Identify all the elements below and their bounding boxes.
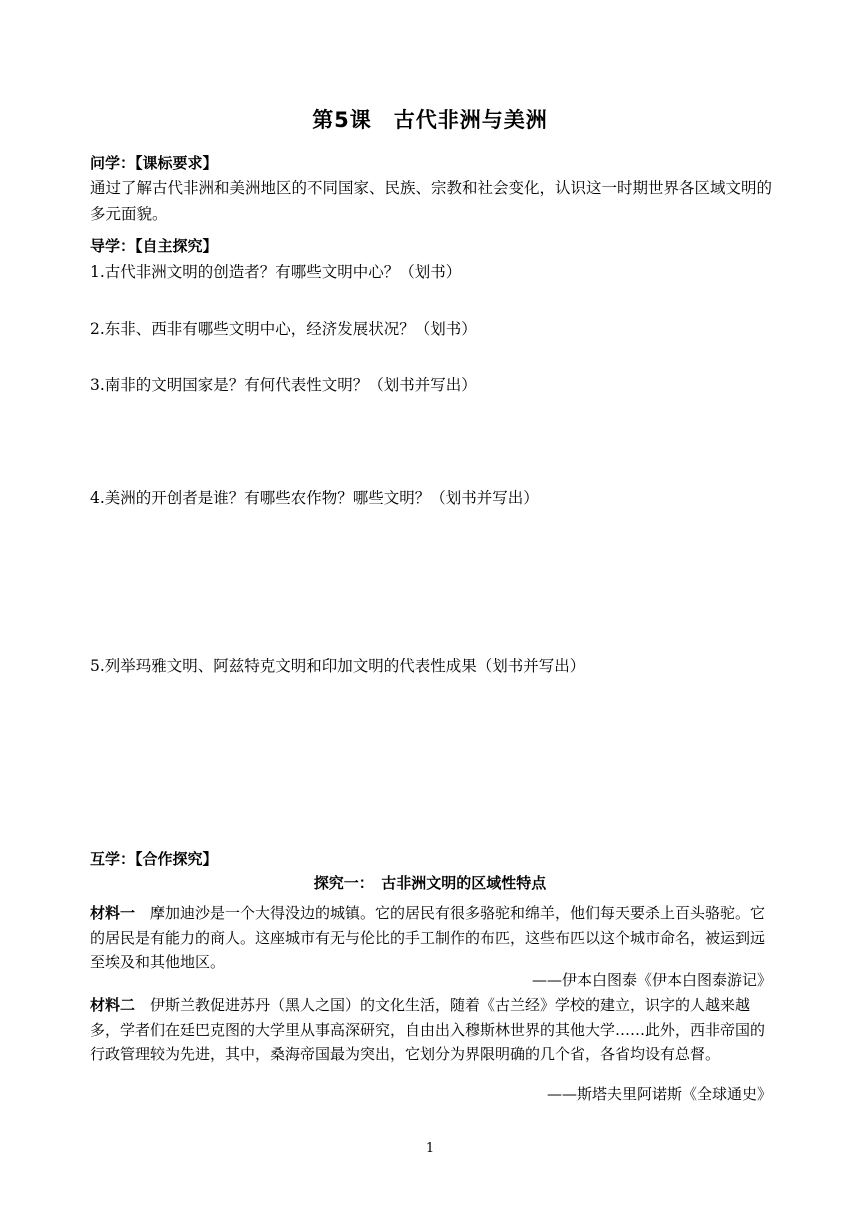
material-two-text: 伊斯兰教促进苏丹（黑人之国）的文化生活，随着《古兰经》学校的建立，识字的人越来越多，学者们在廷巴克图的大学里从事高深研究，自由出入穆斯林世界的其他大学……此外，西非帝国的行政管理较为先进，其中，桑海帝国最为突出，它划分为界限明确的几个省，各省均设有总督。 — [90, 996, 766, 1063]
material-one-text: 摩加迪沙是一个大得没边的城镇。它的居民有很多骆驼和绵羊，他们每天要杀上百头骆驼。它的居民是有能力的商人。这座城市有无与伦比的手工制作的布匹，这些布匹以这个城市命名，被运到远至埃及和其他地区。 — [90, 904, 766, 971]
self-study-heading: 导学：【自主探究】 — [90, 237, 218, 255]
cooperative-heading: 互学：【合作探究】 — [90, 850, 218, 868]
page-title: 第5课 古代非洲与美洲 — [312, 108, 548, 132]
material-two — [90, 993, 772, 1067]
material-two-source: ——斯塔夫里阿诺斯《全球通史》 — [546, 1085, 772, 1103]
question-3: 3.南非的文明国家是？有何代表性文明？（划书并写出） — [90, 376, 477, 394]
question-1: 1.古代非洲文明的创造者？有哪些文明中心？（划书） — [90, 263, 462, 281]
page-number: 1 — [425, 1141, 435, 1156]
question-2: 2.东非、西非有哪些文明中心，经济发展状况？（划书） — [90, 320, 477, 338]
curriculum-heading: 问学：【课标要求】 — [90, 154, 218, 172]
question-4: 4.美洲的开创者是谁？有哪些农作物？哪些文明？（划书并写出） — [90, 489, 539, 507]
material-one-source: ——伊本白图泰《伊本白图泰游记》 — [531, 971, 772, 989]
material-one-label: 材料一 — [90, 904, 136, 922]
curriculum-text: 通过了解古代非洲和美洲地区的不同国家、民族、宗教和社会变化，认识这一时期世界各区域文明的多元面貌。 — [90, 179, 773, 223]
material-one — [90, 901, 772, 975]
inquiry-one-heading: 探究一： 古非洲文明的区域性特点 — [313, 874, 547, 892]
material-two-label: 材料二 — [90, 996, 136, 1014]
question-5: 5.列举玛雅文明、阿兹特克文明和印加文明的代表性成果（划书并写出） — [90, 657, 586, 675]
